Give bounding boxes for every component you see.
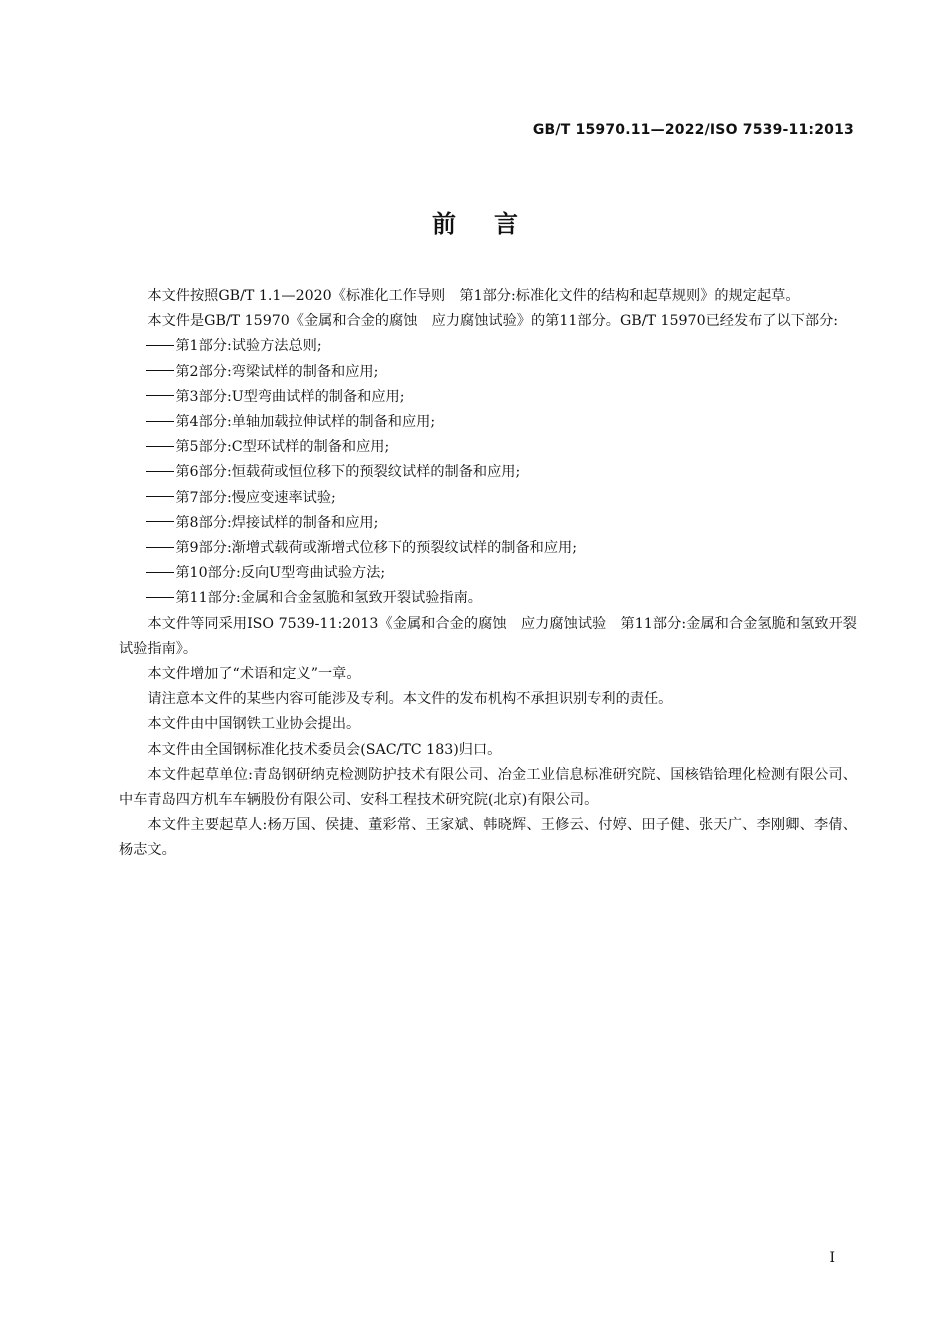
patent-notice-paragraph: 请注意本文件的某些内容可能涉及专利。本文件的发布机构不承担识别专利的责任。: [147, 691, 673, 708]
list-item: 第5部分:C型环试样的制备和应用;: [119, 435, 857, 460]
proposer-paragraph: 本文件由中国钢铁工业协会提出。: [147, 716, 361, 733]
committee-paragraph: 本文件由全国钢标准化技术委员会(SAC/TC 183)归口。: [147, 741, 502, 758]
added-chapter-paragraph: 本文件增加了“术语和定义”一章。: [147, 666, 361, 683]
dash-mark: [146, 446, 174, 447]
dash-mark: [146, 471, 174, 472]
dash-mark: [146, 370, 174, 371]
drafters-paragraph: 本文件主要起草人:杨万国、侯捷、董彩常、王家斌、韩晓辉、王修云、付婷、田子健、张天广、李刚卿、李倩、杨志文。: [119, 817, 857, 859]
foreword-body: [119, 284, 857, 864]
list-item: 第3部分:U型弯曲试样的制备和应用;: [119, 385, 857, 410]
page-title: 前言: [432, 210, 556, 238]
intro-paragraph-series: 本文件是GB/T 15970《金属和合金的腐蚀 应力腐蚀试验》的第11部分。GB/T 15970已经发布了以下部分:: [147, 313, 839, 330]
dash-mark: [146, 547, 174, 548]
drafting-units-paragraph: 本文件起草单位:青岛钢研纳克检测防护技术有限公司、冶金工业信息标准研究院、国核锆铪理化检测有限公司、中车青岛四方机车车辆股份有限公司、安科工程技术研究院(北京)有限公司。: [119, 766, 857, 809]
list-item: 第6部分:恒载荷或恒位移下的预裂纹试样的制备和应用;: [119, 460, 857, 485]
list-item: 第8部分:焊接试样的制备和应用;: [119, 511, 857, 536]
dash-mark: [146, 597, 174, 598]
list-item: 第2部分:弯梁试样的制备和应用;: [119, 360, 857, 385]
adoption-paragraph: 本文件等同采用ISO 7539-11:2013《金属和合金的腐蚀 应力腐蚀试验 第11部分:金属和合金氢脆和氢致开裂试验指南》。: [119, 615, 857, 657]
dash-mark: [146, 572, 174, 573]
dash-mark: [146, 521, 174, 522]
list-item: 第7部分:慢应变速率试验;: [119, 486, 857, 511]
parts-list: [119, 334, 857, 611]
list-item: 第9部分:渐增式载荷或渐增式位移下的预裂纹试样的制备和应用;: [119, 536, 857, 561]
list-item: 第1部分:试验方法总则;: [119, 334, 857, 359]
document-code: GB/T 15970.11—2022/ISO 7539-11:2013: [532, 122, 854, 138]
list-item: 第10部分:反向U型弯曲试验方法;: [119, 561, 857, 586]
dash-mark: [146, 496, 174, 497]
dash-mark: [146, 421, 174, 422]
page-number: I: [829, 1250, 835, 1266]
dash-mark: [146, 395, 174, 396]
dash-mark: [146, 345, 174, 346]
intro-paragraph-drafting-rules: 本文件按照GB/T 1.1—2020《标准化工作导则 第1部分:标准化文件的结构和起草规则》的规定起草。: [147, 288, 800, 304]
list-item: 第4部分:单轴加载拉伸试样的制备和应用;: [119, 410, 857, 435]
list-item: 第11部分:金属和合金氢脆和氢致开裂试验指南。: [119, 586, 857, 611]
